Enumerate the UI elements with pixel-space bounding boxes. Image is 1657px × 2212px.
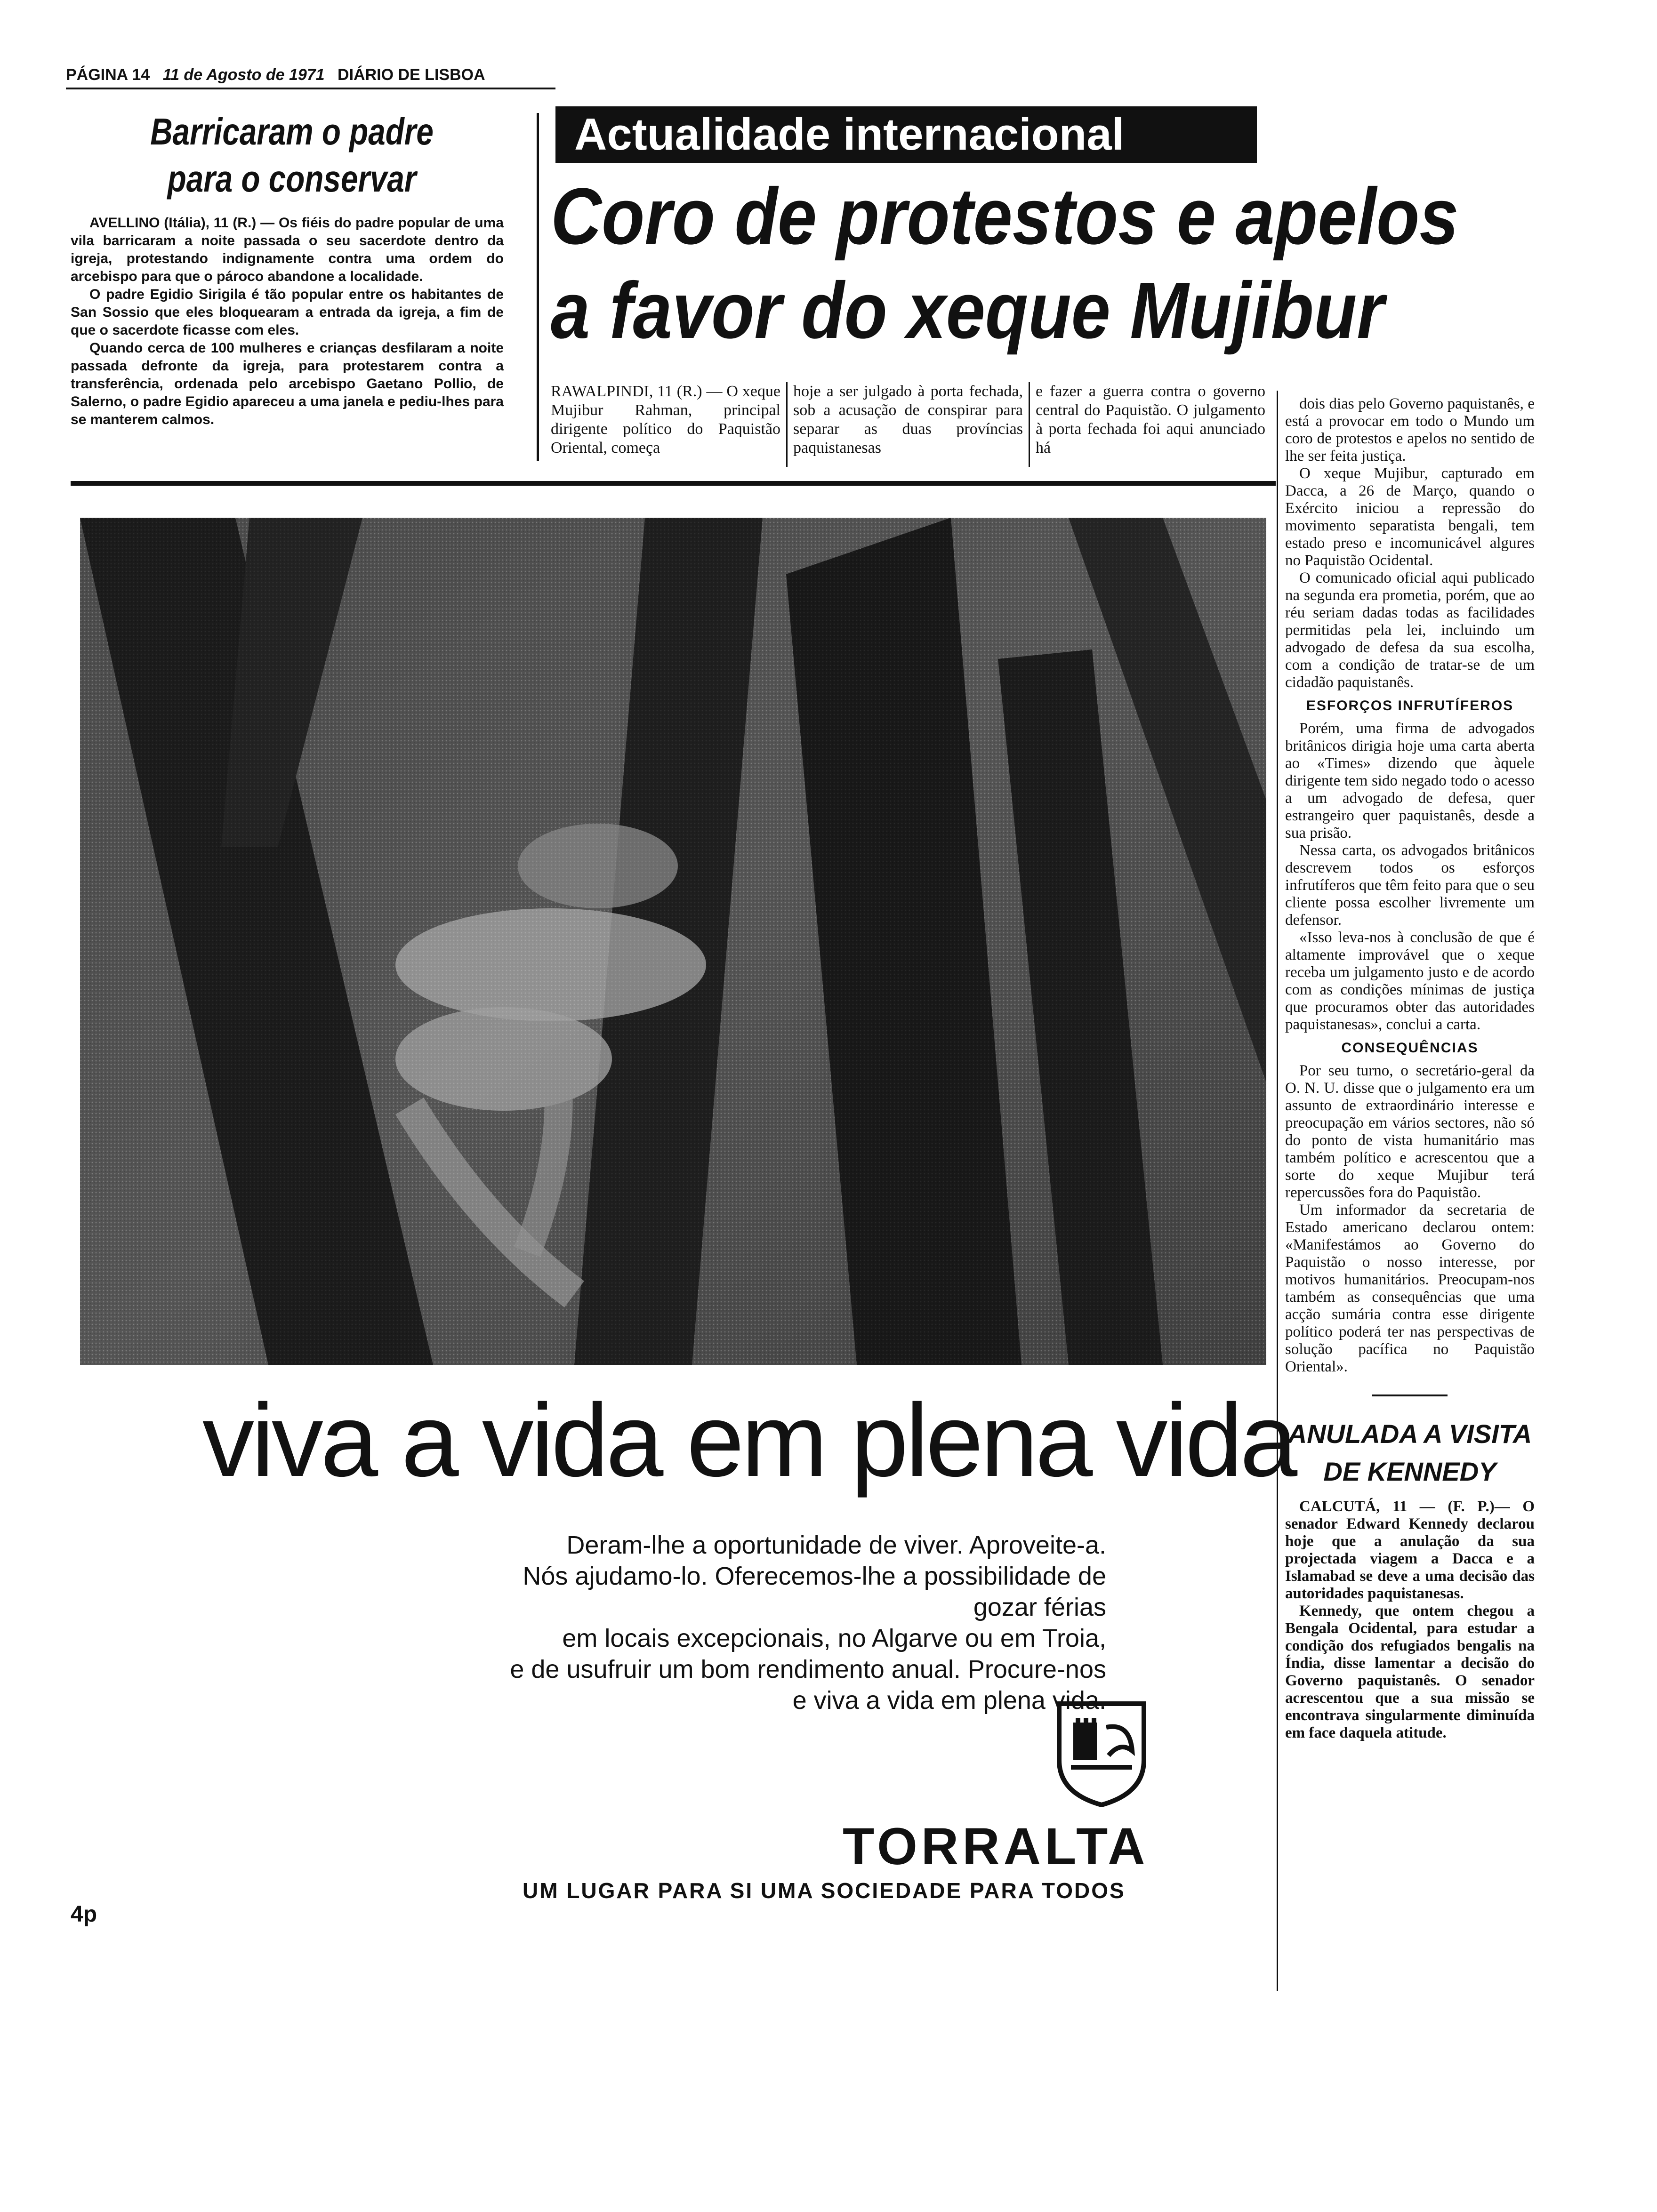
lead-column: hoje a ser julgado à porta fechada, sob a acusação de conspirar para separar as duas províncias paquistanesas [786, 382, 1029, 467]
brief-paragraph: Quando cerca de 100 mulheres e crianças desfilaram a noite passada defronte da igreja, para protestarem contra a transferência, ordenada pelo arcebispo Gaetano Pollio, de Salerno, o padre Egidio apareceu a uma janela e pediu-lhes para se manterem calmos. [71, 340, 504, 427]
ad-copy-line: Deram-lhe a oportunidade de viver. Aproveite-a. [566, 1531, 1106, 1559]
newspaper-name: DIÁRIO DE LISBOA [338, 66, 485, 84]
ad-copy-line: e viva a vida em plena vida. [792, 1686, 1106, 1715]
story-paragraph: Por seu turno, o secretário-geral da O. N. U. disse que o julgamento era um assunto de extraordinário interesse e preocupação em vários sectores, não só do ponto de vista humanitário mas também político e acrescentou que a sorte do xeque Mujibur terá repercussões fora do Paquistão. [1285, 1062, 1535, 1201]
subhead-esforcos: ESFORÇOS INFRUTÍFEROS [1306, 698, 1514, 713]
side-story-paragraph: CALCUTÁ, 11 — (F. P.)— O senador Edward Kennedy declarou hoje que a anulação da sua projectada viagem a Dacca e a Islamabad se deve a uma decisão das autoridades paquistanesas. [1285, 1498, 1535, 1602]
story-paragraph: dois dias pelo Governo paquistanês, e está a provocar em todo o Mundo um coro de protestos e apelos no sentido de lhe ser feita justiça. [1285, 395, 1535, 465]
subhead-consequencias: CONSEQUÊNCIAS [1341, 1040, 1479, 1056]
ad-headline: viva a vida em plena vida [202, 1382, 1295, 1498]
ad-photo-graphic [80, 518, 1266, 1365]
main-headline [551, 169, 1459, 358]
agency-mark: 4p [71, 1902, 97, 1927]
story-paragraph: «Isso leva-nos à conclusão de que é altamente improvável que o xeque receba um julgamento justo e de acordo com as condições mínimas de justiça que procuramos obter das autoridades paquistanesas», conclui a carta. [1285, 929, 1535, 1033]
ad-top-rule [71, 481, 1276, 486]
main-story-lead [551, 382, 1271, 467]
side-headline-line1: ANULADA A VISITA [1287, 1419, 1532, 1449]
brief-headline-line2: para o conservar [167, 158, 417, 200]
story-paragraph: O xeque Mujibur, capturado em Dacca, a 26 de Março, quando o Exército iniciou a repressão do movimento separatista bengali, tem estado preso e incomunicável algures no Paquistão Ocidental. [1285, 465, 1535, 569]
story-separator [1372, 1395, 1448, 1396]
main-story-continuation [1285, 395, 1535, 1742]
ad-copy-line: Nós ajudamo-lo. Oferecemos-lhe a possibilidade de gozar férias [523, 1562, 1106, 1621]
torralta-shield-logo-icon [1050, 1694, 1153, 1807]
issue-date: 11 de Agosto de 1971 [162, 66, 325, 84]
ad-copy-line: em locais excepcionais, no Algarve ou em Troia, [562, 1624, 1106, 1652]
ad-slogan: UM LUGAR PARA SI UMA SOCIEDADE PARA TODOS [523, 1878, 1126, 1903]
ad-brand-name: TORRALTA [843, 1818, 1149, 1875]
side-story-paragraph: Kennedy, que ontem chegou a Bengala Ocidental, para estudar a condição dos refugiados bengalis na Índia, disse lamentar a decisão do Governo paquistanês. O senador acrescentou que a sua missão se encontrava singularmente diminuída em face daquela atitude. [1285, 1603, 1535, 1741]
main-headline-line2: a favor do xeque Mujibur [551, 266, 1384, 355]
brief-paragraph: AVELLINO (Itália), 11 (R.) — Os fiéis do padre popular de uma vila barricaram a noite passada o seu sacerdote dentro da igreja, protestando indignamente contra uma ordem do arcebispo para que o pároco abandone a localidade. [71, 215, 504, 284]
lead-column: e fazer a guerra contra o governo central do Paquistão. O julgamento à porta fechada foi aqui anunciado há [1029, 382, 1271, 467]
column-divider [1277, 391, 1278, 1991]
brief-headline [126, 108, 458, 202]
lead-column: RAWALPINDI, 11 (R.) — O xeque Mujibur Rahman, principal dirigente político do Paquistão Oriental, começa [551, 383, 780, 457]
photo-woman-lounging-icon [80, 518, 1266, 1365]
story-paragraph: Um informador da secretaria de Estado americano declarou ontem: «Manifestámos ao Governo do Paquistão o nosso interesse, por motivos humanitários. Preocupam-nos também as consequências que uma acção sumária contra esse dirigente político poderá ter nas perspectivas de solução pacífica no Paquistão Oriental». [1285, 1202, 1535, 1375]
brief-paragraph: O padre Egidio Sirigila é tão popular entre os habitantes de San Sossio que eles bloquearam a entrada da igreja, a fim de que o sacerdote ficasse com eles. [71, 287, 504, 338]
page-number: PÁGINA 14 [66, 66, 150, 84]
story-paragraph: Nessa carta, os advogados britânicos descrevem todos os esforços infrutíferos que têm feito para que o seu cliente possa escolher livremente um defensor. [1285, 842, 1535, 929]
brief-article-body [71, 214, 504, 429]
brief-headline-line1: Barricaram o padre [150, 111, 434, 152]
column-divider [537, 113, 539, 461]
side-story-body [1285, 1498, 1535, 1742]
torralta-logo-graphic [1050, 1694, 1153, 1807]
page-masthead [66, 66, 555, 89]
ad-copy-line: e de usufruir um bom rendimento anual. Procure-nos [510, 1655, 1106, 1683]
side-story-headline [1285, 1415, 1535, 1491]
section-banner: Actualidade internacional [555, 106, 1257, 163]
ad-copy [471, 1530, 1106, 1716]
main-headline-line1: Coro de protestos e apelos [551, 172, 1459, 261]
story-paragraph: Porém, uma firma de advogados britânicos dirigia hoje uma carta aberta ao «Times» dizendo que àquele dirigente tem sido negado todo o acesso a um advogado de defesa, quer estrangeiro quer paquistanês, desde a sua prisão. [1285, 720, 1535, 842]
story-paragraph: O comunicado oficial aqui publicado na segunda era prometia, porém, que ao réu seriam dadas todas as facilidades permitidas pela lei, incluindo um advogado de defesa da sua escolha, com a condição de tratar-se de um cidadão paquistanês. [1285, 569, 1535, 691]
side-headline-line2: DE KENNEDY [1323, 1457, 1496, 1486]
